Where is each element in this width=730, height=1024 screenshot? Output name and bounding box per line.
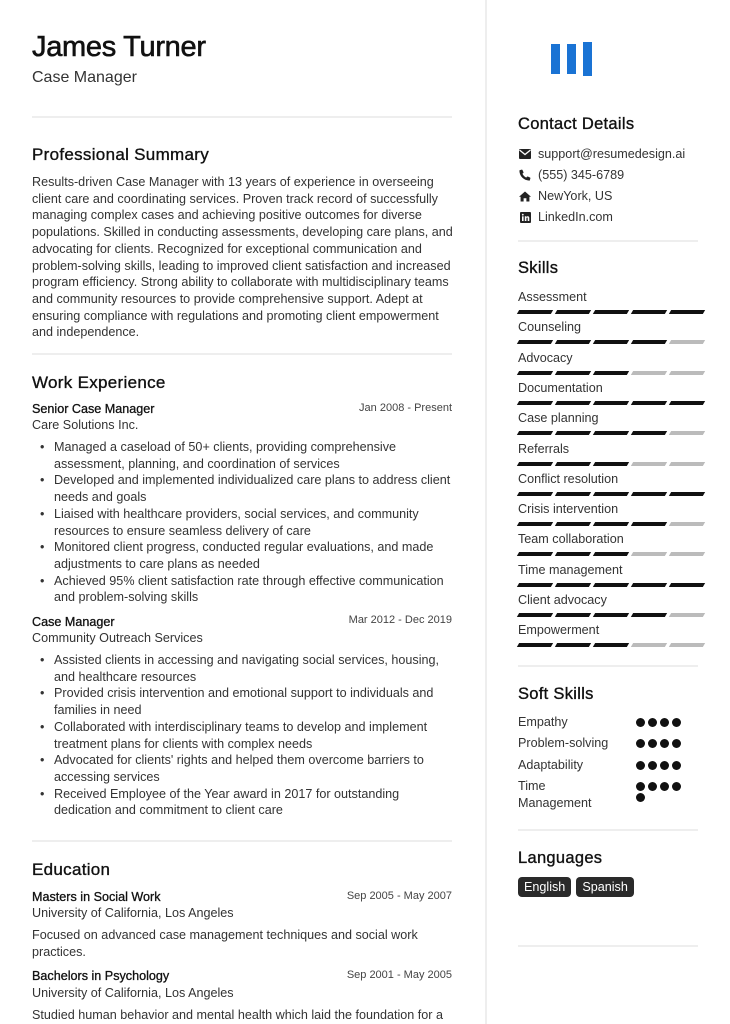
list-item: • Achieved 95% client satisfaction rate through effective communication and problem-solving skills xyxy=(54,573,458,606)
skill-segment xyxy=(517,462,553,466)
soft-skill-label: Time Management xyxy=(518,779,592,810)
contact-linkedin[interactable] xyxy=(518,210,613,224)
skill-segment xyxy=(593,492,629,496)
linkedin-text: LinkedIn.com xyxy=(538,210,613,224)
skill-level-bar xyxy=(518,340,704,344)
rating-dot-icon xyxy=(660,761,669,770)
skill-segment xyxy=(555,371,591,375)
divider xyxy=(32,116,452,118)
school-name: University of California, Los Angeles xyxy=(32,906,234,920)
rating-dot-icon xyxy=(636,761,645,770)
contact-email[interactable] xyxy=(518,147,685,161)
rating-dot-icon xyxy=(672,739,681,748)
skill-level-bar xyxy=(518,643,704,647)
skill-segment xyxy=(555,431,591,435)
skill-level-bar xyxy=(518,462,704,466)
rating-dot-icon xyxy=(660,718,669,727)
candidate-name: James Turner xyxy=(32,31,206,63)
divider xyxy=(32,353,452,355)
skill-segment xyxy=(669,462,705,466)
skill-segment xyxy=(631,431,667,435)
skill-level-bar xyxy=(518,522,704,526)
skill-segment xyxy=(669,492,705,496)
skill-label: Case planning xyxy=(518,411,599,426)
skill-segment xyxy=(555,552,591,556)
job-dates: Mar 2012 - Dec 2019 xyxy=(348,614,452,626)
degree-dates: Sep 2001 - May 2005 xyxy=(346,969,452,981)
skill-segment xyxy=(631,552,667,556)
skill-level-bar xyxy=(518,613,704,617)
skill-segment xyxy=(517,431,553,435)
contact-phone[interactable] xyxy=(518,168,624,182)
phone-text: (555) 345-6789 xyxy=(538,168,625,182)
skill-segment xyxy=(593,401,629,405)
contact-heading: Contact Details xyxy=(518,115,635,133)
skill-segment xyxy=(517,643,553,647)
logo-icon xyxy=(551,42,595,76)
column-divider xyxy=(485,0,487,1024)
job-dates: Jan 2008 - Present xyxy=(359,402,452,414)
skill-segment xyxy=(593,371,629,375)
envelope-icon xyxy=(518,148,532,160)
skill-segment xyxy=(631,340,667,344)
rating-dot-icon xyxy=(660,739,669,748)
degree-desc: Studied human behavior and mental health which laid the foundation for a xyxy=(32,1008,443,1022)
skill-segment xyxy=(631,371,667,375)
skill-label: Advocacy xyxy=(518,350,573,365)
skill-segment xyxy=(593,522,629,526)
skill-segment xyxy=(555,522,591,526)
skill-label: Client advocacy xyxy=(518,593,607,607)
list-item: • Monitored client progress, conducted regular evaluations, and made adjustments to care plans as needed xyxy=(54,539,458,572)
phone-icon xyxy=(518,169,532,181)
rating-dot-icon xyxy=(636,782,645,791)
candidate-title: Case Manager xyxy=(32,69,137,86)
skill-segment xyxy=(631,310,667,314)
skill-level-bar xyxy=(518,371,704,375)
skill-segment xyxy=(631,492,667,496)
skill-segment xyxy=(517,522,553,526)
degree-title: Masters in Social Work xyxy=(32,890,161,904)
skill-segment xyxy=(593,462,629,466)
language-badge: Spanish xyxy=(576,877,634,897)
job-bullets xyxy=(54,439,458,606)
skill-level-bar xyxy=(518,401,704,405)
skill-segment xyxy=(593,310,629,314)
divider xyxy=(32,840,452,842)
skill-segment xyxy=(631,462,667,466)
skill-segment xyxy=(517,401,553,405)
contact-location xyxy=(518,189,612,203)
skill-level-bar xyxy=(518,552,704,556)
skill-segment xyxy=(669,371,705,375)
rating-dot-icon xyxy=(648,718,657,727)
job-title: Case Manager xyxy=(32,615,115,629)
rating-dot-icon xyxy=(636,739,645,748)
skill-segment xyxy=(631,522,667,526)
skill-segment xyxy=(555,340,591,344)
list-item: • Managed a caseload of 50+ clients, providing comprehensive assessment, planning, and coordination of services xyxy=(54,439,458,472)
list-item: • Liaised with healthcare providers, social services, and community resources to ensure seamless delivery of care xyxy=(54,506,458,539)
skill-segment xyxy=(631,583,667,587)
skill-label: Counseling xyxy=(518,320,582,335)
rating-dot-icon xyxy=(672,782,681,791)
skill-level-bar xyxy=(518,583,704,587)
summary-text: Results-driven Case Manager with 13 years of experience in overseeing client care and coordinating services. Proven track record of successfully managing complex cases and achieving positive outcomes for diverse populations. Skilled in conducting assessments, developing care plans, and advocating for clients. Recognized for exceptional communication and problem-solving skills, leading to improved client satisfaction and increased program efficiency. Strong ability to collaborate with multidisciplinary teams and community resources to provide comprehensive support. Adept at ensuring compliance with regulations and promoting client empowerment and independence. xyxy=(32,175,453,340)
degree-title: Bachelors in Psychology xyxy=(32,969,170,983)
skill-segment xyxy=(555,583,591,587)
degree-dates: Sep 2005 - May 2007 xyxy=(346,890,452,902)
skill-segment xyxy=(555,643,591,647)
skills-heading: Skills xyxy=(518,259,559,277)
education-heading: Education xyxy=(32,860,111,879)
skill-segment xyxy=(555,492,591,496)
rating-dot-icon xyxy=(648,739,657,748)
experience-heading: Work Experience xyxy=(32,373,166,392)
skill-segment xyxy=(593,583,629,587)
skill-level-bar xyxy=(518,310,704,314)
degree-desc: Focused on advanced case management techniques and social work practices. xyxy=(32,928,418,959)
divider xyxy=(518,240,698,242)
rating-dot-icon xyxy=(672,761,681,770)
rating-dot-icon xyxy=(648,782,657,791)
skill-segment xyxy=(593,431,629,435)
job-org: Care Solutions Inc. xyxy=(32,418,139,432)
skill-segment xyxy=(593,340,629,344)
rating-dot-icon xyxy=(648,761,657,770)
skill-level-bar xyxy=(518,492,704,496)
location-text: NewYork, US xyxy=(538,189,613,203)
skill-segment xyxy=(669,340,705,344)
skill-segment xyxy=(669,643,705,647)
soft-skill-label: Problem-solving xyxy=(518,736,609,750)
job-title: Senior Case Manager xyxy=(32,402,155,416)
skill-segment xyxy=(631,401,667,405)
list-item: • Advocated for clients' rights and helped them overcome barriers to accessing services xyxy=(54,752,458,785)
skill-segment xyxy=(593,613,629,617)
skill-segment xyxy=(517,613,553,617)
languages-list xyxy=(518,877,634,897)
skill-segment xyxy=(555,613,591,617)
soft-skill-rating xyxy=(636,782,684,802)
skill-segment xyxy=(555,462,591,466)
skill-segment xyxy=(669,401,705,405)
skill-label: Crisis intervention xyxy=(518,502,619,517)
list-item: • Collaborated with interdisciplinary teams to develop and implement treatment plans for clients with complex needs xyxy=(54,719,458,752)
linkedin-icon xyxy=(518,211,532,223)
skill-segment xyxy=(631,643,667,647)
skill-segment xyxy=(517,552,553,556)
rating-dot-icon xyxy=(672,718,681,727)
skill-segment xyxy=(669,522,705,526)
list-item: • Developed and implemented individualized care plans to address client needs and goals xyxy=(54,472,458,505)
skill-label: Team collaboration xyxy=(518,532,624,547)
divider xyxy=(518,665,698,667)
soft-skill-label: Empathy xyxy=(518,715,568,729)
skill-segment xyxy=(593,552,629,556)
skill-label: Documentation xyxy=(518,380,603,395)
skill-segment xyxy=(517,371,553,375)
languages-heading: Languages xyxy=(518,849,603,867)
skill-label: Empowerment xyxy=(518,623,600,638)
list-item: • Provided crisis intervention and emotional support to individuals and families in need xyxy=(54,685,458,718)
skill-segment xyxy=(669,310,705,314)
summary-heading: Professional Summary xyxy=(32,145,210,164)
soft-skill-label: Adaptability xyxy=(518,758,584,772)
skill-level-bar xyxy=(518,431,704,435)
skill-segment xyxy=(555,310,591,314)
soft-skill-rating xyxy=(636,718,684,727)
language-badge: English xyxy=(518,877,571,897)
soft-skills-heading: Soft Skills xyxy=(518,685,594,703)
rating-dot-icon xyxy=(660,782,669,791)
list-item: • Assisted clients in accessing and navigating social services, housing, and healthcare resources xyxy=(54,652,458,685)
skill-segment xyxy=(669,552,705,556)
skill-segment xyxy=(517,340,553,344)
email-text: support@resumedesign.ai xyxy=(538,147,686,161)
job-bullets xyxy=(54,652,458,819)
soft-skill-rating xyxy=(636,739,684,748)
skill-segment xyxy=(669,431,705,435)
rating-dot-icon xyxy=(636,793,645,802)
divider xyxy=(518,945,698,947)
divider xyxy=(518,829,698,831)
skill-segment xyxy=(669,583,705,587)
skill-label: Conflict resolution xyxy=(518,471,619,486)
skill-segment xyxy=(593,643,629,647)
skill-segment xyxy=(555,401,591,405)
home-icon xyxy=(518,190,532,202)
list-item: • Received Employee of the Year award in 2017 for outstanding dedication and commitment to client care xyxy=(54,786,458,819)
rating-dot-icon xyxy=(636,718,645,727)
skill-segment xyxy=(669,613,705,617)
skill-segment xyxy=(517,583,553,587)
skill-label: Time management xyxy=(518,562,623,577)
skill-segment xyxy=(517,310,553,314)
skill-label: Referrals xyxy=(518,441,570,456)
skill-label: Assessment xyxy=(518,290,587,304)
skill-segment xyxy=(631,613,667,617)
job-org: Community Outreach Services xyxy=(32,631,203,645)
soft-skill-rating xyxy=(636,761,684,770)
school-name: University of California, Los Angeles xyxy=(32,986,234,1000)
skill-segment xyxy=(517,492,553,496)
